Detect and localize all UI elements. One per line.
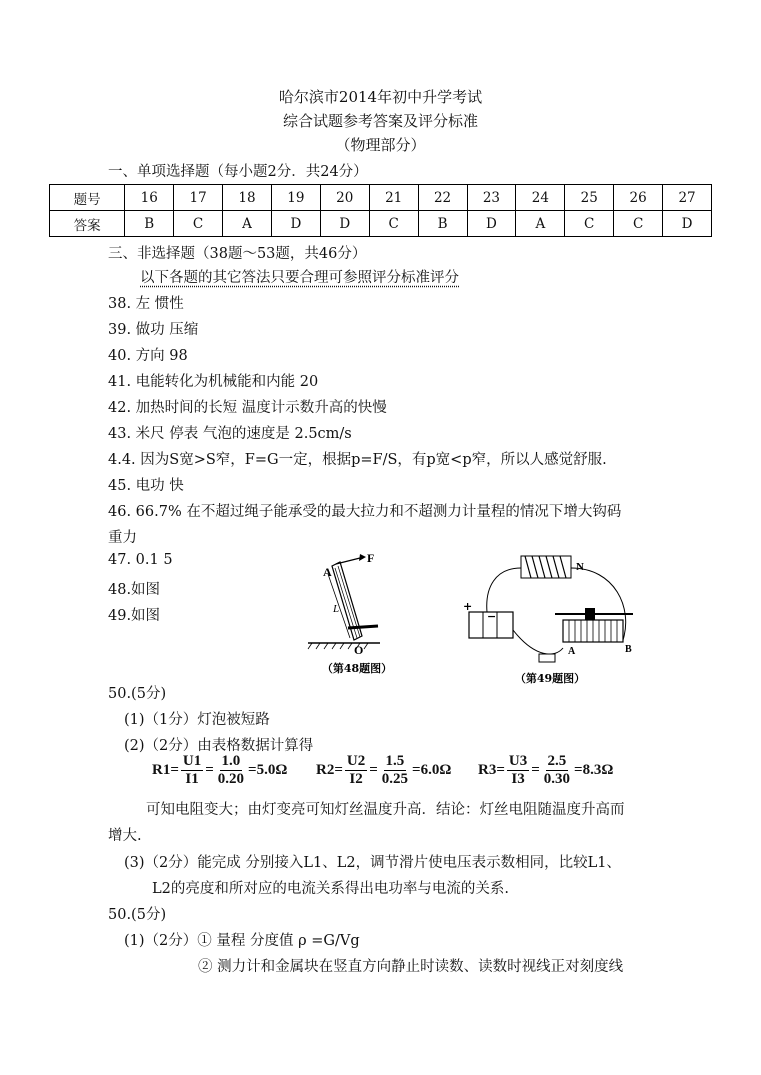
question-number: 19 [271,185,320,211]
answer-cell: B [125,211,174,237]
fraction [507,753,529,788]
label-l: L [333,603,340,615]
label-plus: + [463,600,473,613]
question-number: 20 [320,185,369,211]
answer-table [49,184,712,237]
doc-subtitle: 综合试题参考答案及评分标准 [282,112,478,130]
answer-43: 43. 米尺 停表 气泡的速度是 2.5cm/s [108,426,352,442]
formula-result: =6.0Ω [412,762,452,778]
question-number: 21 [369,185,418,211]
numerator: 1.0 [221,753,241,769]
slider [585,608,595,620]
answer-45: 45. 电功 快 [108,478,184,494]
answer-cell: A [516,211,565,237]
answer-46-cont: 重力 [108,530,137,546]
q50-part1: (1)（1分）灯泡被短路 [124,712,270,728]
formula-r3: R3= $\frac{U3}{I3}$ = $\frac{2.5}{0.30}$ =8.3Ω [478,753,614,787]
row-label: 答案 [50,211,125,237]
question-number: 18 [223,185,272,211]
q50b-part2: ② 测力计和金属块在竖直方向静止时读数、读数时视线正对刻度线 [198,959,624,975]
answer-cell: D [467,211,516,237]
denominator: I3 [511,771,525,787]
fraction [216,753,246,788]
question-number: 23 [467,185,516,211]
denominator: 0.30 [543,771,571,787]
label-a: A [323,565,332,579]
answer-cell: C [174,211,223,237]
answer-38: 38. 左 惯性 [108,296,184,312]
formula-r1: R1= $\frac{U1}{I1}$ = $\frac{1.0}{0.20}$ =5.0Ω [152,753,288,787]
answer-41: 41. 电能转化为机械能和内能 20 [108,374,319,390]
numerator: U2 [346,753,366,769]
answer-cell: B [418,211,467,237]
question-number: 26 [614,185,663,211]
force-arrowhead [359,554,366,561]
question-number: 17 [174,185,223,211]
q50-heading: 50.(5分) [108,686,167,702]
formula-lhs: R3= [478,762,505,778]
answer-40: 40. 方向 98 [108,348,188,364]
q50-conclusion: 可知电阻变大；由灯变亮可知灯丝温度升高．结论：灯丝电阻随温度升高而 [146,802,625,818]
figure-49 [455,548,645,688]
formula-lhs: R1= [152,762,179,778]
figure-48 [300,548,415,678]
section1-heading: 一、单项选择题（每小题2分．共24分） [108,164,368,180]
answer-cell: C [369,211,418,237]
wire [487,568,521,612]
answer-cell: C [614,211,663,237]
answer-44: 4.4. 因为S宽>S窄，F=G一定，根据p=F/S，有p宽<p窄，所以人感觉舒服. [108,452,607,468]
table-row [50,211,712,237]
label-a: A [568,646,576,657]
denominator: I2 [349,771,363,787]
q50-conclusion-cont: 增大. [108,828,142,844]
lever-foot [348,626,378,628]
table-row [50,185,712,211]
fraction [542,753,572,788]
numerator: U1 [182,753,202,769]
label-f: F [367,551,375,565]
q50-part3-cont: L2的亮度和所对应的电流关系得出电功率与电流的关系. [152,881,509,897]
label-minus: − [487,610,497,623]
answer-39: 39. 做功 压缩 [108,322,199,338]
question-number: 27 [663,185,712,211]
q50-part3: (3)（2分）能完成 分别接入L1、L2，调节滑片使电压表示数相同，比较L1、 [124,855,621,871]
q50-part2: (2)（2分）由表格数据计算得 [124,738,314,754]
doc-part: （物理部分） [335,136,426,154]
doc-title: 哈尔滨市2014年初中升学考试 [278,88,483,106]
answer-48: 48.如图 [108,582,161,598]
figure-48-caption: （第48题图） [321,662,393,675]
answer-cell: D [271,211,320,237]
question-number: 25 [565,185,614,211]
grading-note: 以下各题的其它答法只要合理可参照评分标准评分 [140,270,459,286]
question-number: 22 [418,185,467,211]
label-b: B [625,644,632,655]
denominator: 0.25 [381,771,409,787]
answer-49: 49.如图 [108,608,161,624]
q50b-part1: (1)（2分）① 量程 分度值 ρ =G/Vg [124,933,360,949]
answer-46: 46. 66.7% 在不超过绳子能承受的最大拉力和不超测力计量程的情况下增大钩码 [108,504,622,520]
answer-cell: C [565,211,614,237]
answer-42: 42. 加热时间的长短 温度计示数升高的快慢 [108,400,387,416]
question-number: 16 [125,185,174,211]
figure-49-caption: （第49题图） [514,672,586,685]
question-number: 24 [516,185,565,211]
section3-heading: 三、非选择题（38题～53题，共46分） [108,246,367,262]
answer-cell: D [663,211,712,237]
force-arrow [336,558,360,564]
answer-cell: A [223,211,272,237]
switch [539,654,555,662]
numerator: 2.5 [547,753,567,769]
formula-r2: R2= $\frac{U2}{I2}$ = $\frac{1.5}{0.25}$ =6.0Ω [316,753,452,787]
formula-result: =8.3Ω [574,762,614,778]
answer-cell: D [320,211,369,237]
wire [513,630,563,654]
fraction [345,753,367,788]
q50b-heading: 50.(5分) [108,907,167,923]
denominator: 0.20 [217,771,245,787]
formula-result: =5.0Ω [248,762,288,778]
numerator: U3 [508,753,528,769]
label-o: O [354,643,364,657]
numerator: 1.5 [385,753,405,769]
fraction [380,753,410,788]
row-label: 题号 [50,185,125,211]
fraction [181,753,203,788]
denominator: I1 [185,771,199,787]
label-n: N [576,561,584,573]
formula-lhs: R2= [316,762,343,778]
answer-47: 47. 0.1 5 [108,552,173,568]
